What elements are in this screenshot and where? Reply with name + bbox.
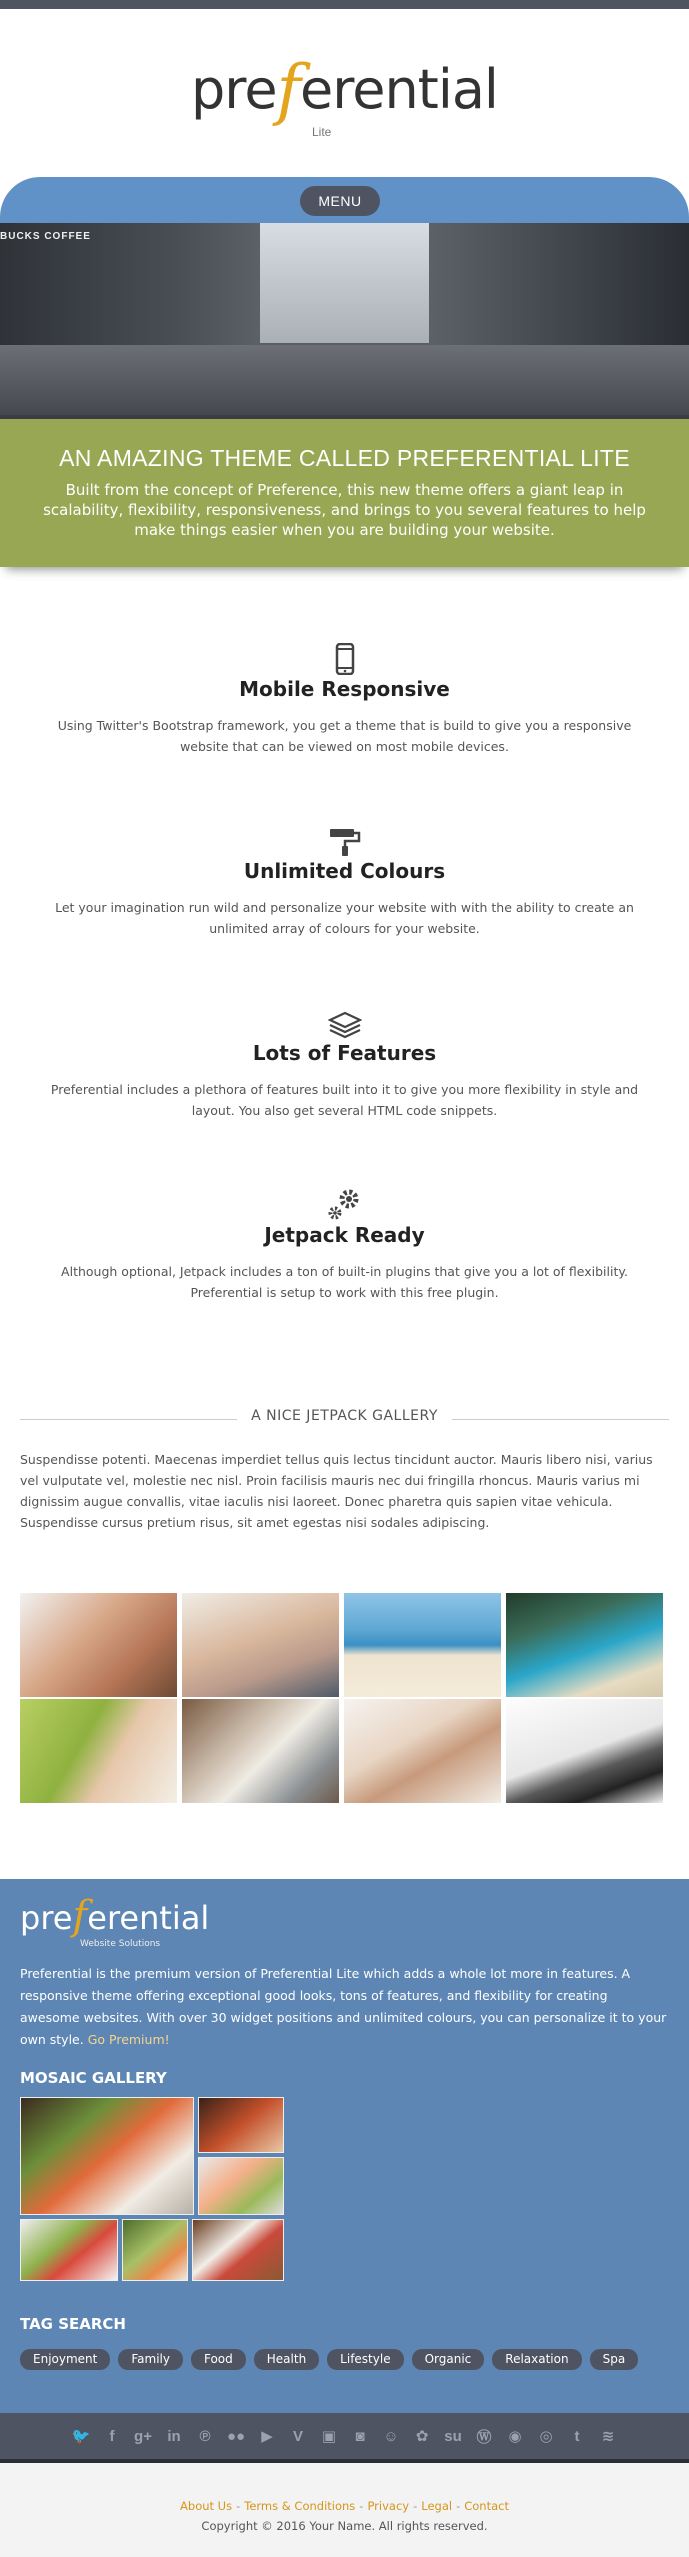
hero-sky xyxy=(240,223,440,343)
footer-description xyxy=(20,1963,669,2051)
mobile-icon xyxy=(335,643,355,675)
link-legal[interactable]: Legal xyxy=(421,2499,453,2513)
mosaic-gallery xyxy=(20,2097,284,2281)
logo-subtitle: Lite xyxy=(312,125,332,139)
mosaic-image-dish-4[interactable] xyxy=(192,2219,284,2281)
wordpress-icon[interactable]: Ⓦ xyxy=(476,2428,492,2446)
gallery-image-hammock[interactable] xyxy=(506,1593,663,1697)
footer-logo-subtitle: Website Solutions xyxy=(80,1939,161,1949)
tumblr-icon[interactable]: t xyxy=(574,2427,580,2445)
feature-text: Using Twitter's Bootstrap framework, you get a theme that is build to give you a responsive website that can be viewed on most mobile devices. xyxy=(57,718,632,754)
flickr-icon[interactable]: ●● xyxy=(226,2427,246,2445)
gallery-image-sunbathing[interactable] xyxy=(182,1593,339,1697)
top-bar xyxy=(0,0,689,9)
link-separator: - xyxy=(413,2499,418,2513)
hero-image xyxy=(0,223,689,419)
paint-roller-icon xyxy=(328,827,362,857)
vimeo-icon[interactable]: V xyxy=(292,2427,303,2445)
link-terms[interactable]: Terms & Conditions xyxy=(244,2499,356,2513)
bottom-bar xyxy=(0,2463,689,2557)
footer-links xyxy=(0,2499,689,2513)
feature-mobile-responsive xyxy=(0,641,689,823)
link-about-us[interactable]: About Us xyxy=(180,2499,233,2513)
tag-family[interactable]: Family xyxy=(118,2349,183,2370)
dribbble-icon[interactable]: ◎ xyxy=(539,2428,553,2445)
layers-icon xyxy=(328,1011,362,1039)
mosaic-image-salad[interactable] xyxy=(20,2219,118,2281)
rss-icon[interactable]: ≋ xyxy=(601,2428,615,2445)
site-logo[interactable] xyxy=(0,47,689,128)
menu-button[interactable]: MENU xyxy=(300,186,380,216)
social-links-bar xyxy=(0,2413,689,2463)
feature-text: Let your imagination run wild and personalize your website with with the ability to create an unlimited array of colours for your website. xyxy=(55,900,634,936)
feature-text: Preferential includes a plethora of features built into it to give you more flexibility in style and layout. You also get several HTML code snippets. xyxy=(50,1082,639,1118)
tag-list xyxy=(20,2349,669,2370)
tag-lifestyle[interactable]: Lifestyle xyxy=(327,2349,403,2370)
youtube-icon[interactable]: ▶ xyxy=(261,2428,273,2445)
link-separator: - xyxy=(456,2499,461,2513)
gallery-image-stones[interactable] xyxy=(506,1699,663,1803)
feature-text: Although optional, Jetpack includes a ton of built-in plugins that give you a lot of flexibility. Preferential is setup to work with this free plugin. xyxy=(61,1264,628,1300)
tag-search-heading: TAG SEARCH xyxy=(20,2315,126,2333)
mosaic-image-dish-2[interactable] xyxy=(198,2157,284,2215)
picasa-icon[interactable]: ✿ xyxy=(415,2428,429,2445)
twitter-icon[interactable]: 🐦 xyxy=(71,2428,91,2445)
tag-food[interactable]: Food xyxy=(191,2349,246,2370)
copyright: Copyright © 2016 Your Name. All rights reserved. xyxy=(201,2519,488,2533)
tumblr-square-icon[interactable]: ▣ xyxy=(321,2428,337,2445)
tag-enjoyment[interactable]: Enjoyment xyxy=(20,2349,110,2370)
link-contact[interactable]: Contact xyxy=(464,2499,509,2513)
pinterest-icon[interactable]: ℗ xyxy=(199,2427,211,2445)
linkedin-icon[interactable]: in xyxy=(167,2427,181,2445)
feature-title: Unlimited Colours xyxy=(243,859,446,883)
banner-text: Built from the concept of Preference, this new theme offers a giant leap in scalability, flexibility, responsiveness, and brings to you several features to help make things easier when you are building your website. xyxy=(43,481,646,539)
feature-title: Lots of Features xyxy=(252,1041,437,1065)
tag-relaxation[interactable]: Relaxation xyxy=(492,2349,581,2370)
gallery-image-towels[interactable] xyxy=(182,1699,339,1803)
link-separator: - xyxy=(359,2499,364,2513)
hero-shop-sign: BUCKS COFFEE xyxy=(0,231,91,242)
jetpack-gallery xyxy=(20,1593,669,1803)
footer-logo-accent: f xyxy=(72,1893,88,1939)
banner-title: AN AMAZING THEME CALLED PREFERENTIAL LITE xyxy=(59,445,630,471)
site-footer xyxy=(0,1879,689,2413)
mosaic-image-dish-3[interactable] xyxy=(122,2219,188,2281)
gallery-image-beach-couple[interactable] xyxy=(344,1593,501,1697)
gallery-image-feet[interactable] xyxy=(344,1699,501,1803)
gallery-heading xyxy=(20,1407,669,1433)
footer-logo-start: pre xyxy=(20,1899,73,1937)
feature-title: Jetpack Ready xyxy=(264,1223,425,1247)
tag-organic[interactable]: Organic xyxy=(412,2349,485,2370)
intro-banner xyxy=(0,419,689,567)
main-nav xyxy=(0,177,689,223)
features-section xyxy=(0,567,689,1369)
mosaic-image-salmon-plate[interactable] xyxy=(20,2097,194,2215)
site-header xyxy=(0,9,689,169)
go-premium-link[interactable]: Go Premium! xyxy=(87,2032,170,2047)
feature-title: Mobile Responsive xyxy=(239,677,450,701)
stumbleupon-icon[interactable]: su xyxy=(444,2427,462,2445)
footer-logo-end: erential xyxy=(87,1899,210,1937)
logo-accent-letter: f xyxy=(276,51,300,128)
feature-unlimited-colours xyxy=(0,823,689,1005)
logo-text-start: pre xyxy=(191,58,277,121)
google-plus-icon[interactable]: g+ xyxy=(134,2427,152,2445)
footer-description-text: Preferential is the premium version of Preferential Lite which adds a whole lot more in features. A responsive theme offering exceptional good looks, tons of features, and flexibility for creating awesome websites. With over 30 widget positions and unlimited colours, you can personalize it to your own style. xyxy=(20,1966,667,2047)
mosaic-image-dish-1[interactable] xyxy=(198,2097,284,2153)
logo-text-end: erential xyxy=(299,58,498,121)
link-separator: - xyxy=(236,2499,241,2513)
tag-health[interactable]: Health xyxy=(254,2349,319,2370)
gallery-heading-text: A NICE JETPACK GALLERY xyxy=(237,1408,452,1424)
github-icon[interactable]: ◉ xyxy=(508,2428,522,2445)
feature-jetpack-ready xyxy=(0,1187,689,1369)
footer-logo[interactable] xyxy=(20,1893,669,1953)
gears-icon xyxy=(327,1187,363,1221)
hero-street xyxy=(0,345,689,415)
gallery-text: Suspendisse potenti. Maecenas imperdiet tellus quis lectus tincidunt auctor. Mauris libero nisi, varius vel vulputate vel, molestie nec nisl. Proin facilisis mauris nec dui fringilla rhoncus. Mauris varius mi dignissim augue convallis, vitae iaculis nisi laoreet. Donec pharetra quis sapien vitae vehicula. Suspendisse cursus pretium risus, sit amet egestas nisi sodales adipiscing. xyxy=(20,1452,653,1530)
tag-spa[interactable]: Spa xyxy=(590,2349,639,2370)
gallery-image-massage[interactable] xyxy=(20,1593,177,1697)
link-privacy[interactable]: Privacy xyxy=(367,2499,410,2513)
reddit-icon[interactable]: ☺ xyxy=(383,2427,399,2445)
mosaic-heading: MOSAIC GALLERY xyxy=(20,2069,167,2087)
feature-lots-of-features xyxy=(0,1005,689,1187)
instagram-icon[interactable]: ◙ xyxy=(355,2427,365,2445)
gallery-image-spa-woman[interactable] xyxy=(20,1699,177,1803)
facebook-icon[interactable]: f xyxy=(109,2427,115,2445)
